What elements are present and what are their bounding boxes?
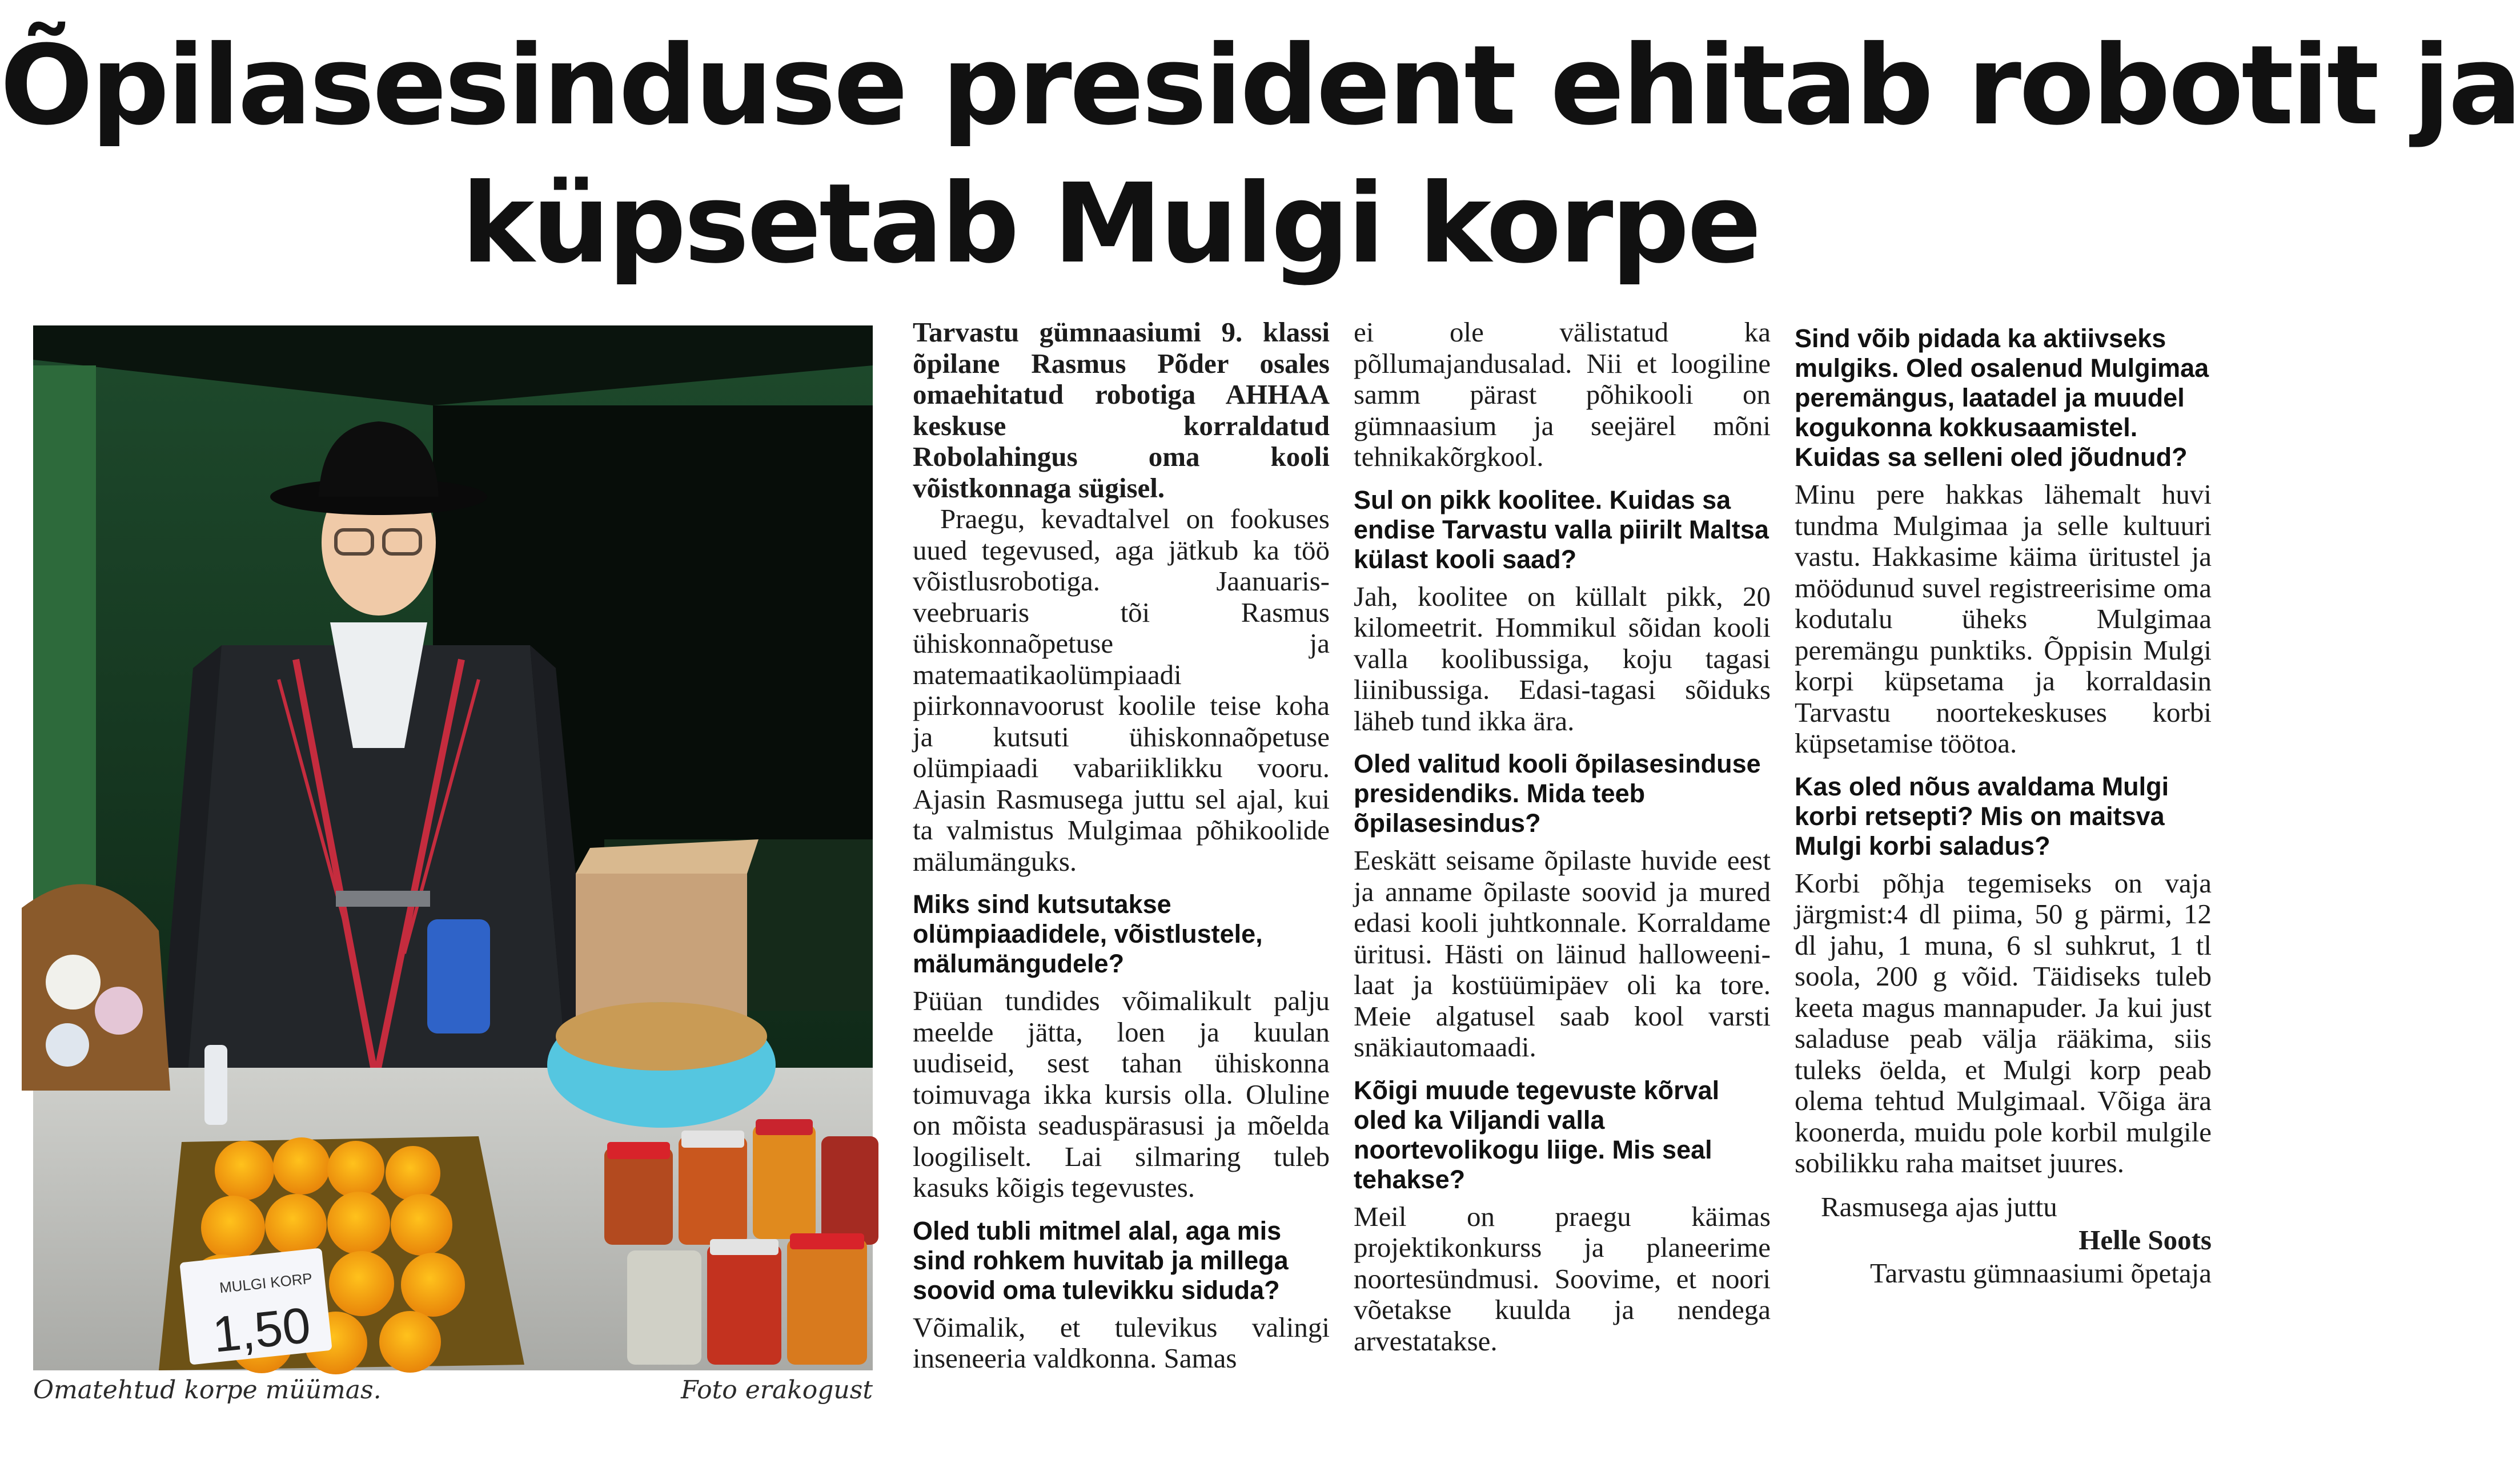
headline: [0, 17, 2520, 293]
price-sign-value: 1,50: [210, 1296, 314, 1363]
headline-line-1: Õpilasesinduse president ehitab robotit ja: [0, 22, 2520, 150]
text-column-1: [913, 317, 1330, 1413]
byline: [1795, 1191, 2212, 1290]
lead-paragraph: Tarvastu gümnaasiumi 9. klassi õpilane Rasmus Põder osales omaehitatud robotiga AHHAA keskuse korraldatud Robolahingus oma kooli võistkonnaga sügisel.: [913, 316, 1330, 504]
byline-role: Tarvastu gümnaasiumi õpetaja: [1869, 1257, 2212, 1289]
text-column-3: [1795, 317, 2212, 1413]
answer-7: Korbi põhja tegemiseks on vaja järgmist:4 dl piima, 50 g pärmi, 12 dl jahu, 1 muna, 6 sl suhkrut, 1 tl soola, 200 g võid. Täidiseks tuleb keeta magus mannapuder. Ja kui just saladuse peab välja rääkima, siis tuleks öelda, et Mulgi korp peab olema tehtud Mulgimaal. Võiga ära koonerda, muidu pole korbil mulgile sobilikku raha maitset juures.: [1795, 867, 2212, 1179]
headline-line-2: küpsetab Mulgi korpe: [461, 160, 1760, 288]
question-4: Oled valitud kooli õpilasesinduse presidendiks. Mida teeb õpilasesindus?: [1354, 749, 1761, 838]
question-5: Kõigi muude tegevuste kõrval oled ka Viljandi valla noortevolikogu liige. Mis seal tehakse?: [1354, 1075, 1720, 1194]
answer-1: Püüan tundides võimalikult palju meelde jätta, loen ja kuulan uudiseid, sest tahan ühiskonna toimuvaga ikka kursis olla. Oluline on mõista seaduspärasusi ja mõelda loogiliselt. Lai silmaring tuleb kasuks kõigis tegevustes.: [913, 985, 1330, 1203]
question-2: Oled tubli mitmel alal, aga mis sind rohkem huvitab ja millega soovid oma tulevikku siduda?: [913, 1216, 1289, 1305]
price-sign-label: MULGI KORP: [218, 1269, 314, 1297]
photo-caption-row: [33, 1370, 873, 1410]
question-7: Kas oled nõus avaldama Mulgi korbi retsepti? Mis on maitsva Mulgi korbi saladus?: [1795, 771, 2169, 860]
question-1: Miks sind kutsutakse olümpiaadidele, võistlustele, mälumängudele?: [913, 890, 1263, 978]
answer-6: Minu pere hakkas lähemalt huvi tundma Mulgimaa ja selle kultuuri vastu. Hakkasime käima üritustel ja möödunud suvel registreerisime oma kodutalu üheks Mulgimaa peremängu punktiks. Õppisin Mulgi korpi küpsetama ja korraldasin Tarvastu noortekeskuses korbi küpsetamise töötoa.: [1795, 478, 2212, 759]
photo-illustration: [33, 325, 873, 1370]
photo-credit: Foto erakogust: [681, 1376, 873, 1405]
question-6: Sind võib pidada ka aktiivseks mulgiks. Oled osalenud Mulgimaa peremängus, laatadel ja muudel kogukonna kokkusaamistel. Kuidas sa selleni oled jõudnud?: [1795, 324, 2209, 472]
answer-5: Meil on praegu käimas projektikonkurss ja planeerime noortesündmusi. Soovime, et noori võetakse kuulda ja nendega arvestatakse.: [1354, 1200, 1771, 1357]
photo-caption: Omatehtud korpe müümas.: [33, 1376, 382, 1405]
intro-paragraph: Praegu, kevadtalvel on fookuses uued tegevused, aga jätkub ka töö võistlusrobotiga. Jaanuaris-veebruaris tõi Rasmus ühiskonnaõpetuse ja matemaatikaolümpiaadi piirkonnavoorust koolile teise koha ja kutsuti ühiskonnaõpetuse olümpiaadi vabariiklikku vooru. Ajasin Rasmusega juttu sel ajal, kui ta valmistus Mulgimaa põhikoolide mälumänguks.: [913, 503, 1330, 877]
answer-3: Jah, koolitee on küllalt pikk, 20 kilomeetrit. Hommikul sõidan kooli valla koolibussiga, koju tagasi liinibussiga. Edasi-tagasi sõiduks läheb tund ikka ära.: [1354, 580, 1771, 737]
question-3: Sul on pikk koolitee. Kuidas sa endise Tarvastu valla piirilt Maltsa külast kooli saad?: [1354, 485, 1769, 574]
byline-author: Helle Soots: [2078, 1224, 2212, 1256]
text-column-2: [1354, 317, 1771, 1413]
article-photo: [33, 325, 873, 1370]
answer-4: Eeskätt seisame õpilaste huvide eest ja anname õpilaste soovid ja mured edasi kooli juhtkonnale. Korraldame üritusi. Hästi on läinud halloweeni- laat ja kostüümipäev oli ka tore. Meie algatusel saab kool varsti snäkiautomaadi.: [1354, 844, 1771, 1063]
answer-2-part-2: ei ole välistatud ka põllumajandusalad. Nii et loogiline samm pärast põhikooli on gümnaasium ja seejärel mõni tehnikakõrgkool.: [1354, 316, 1771, 472]
answer-2-part-1: Võimalik, et tulevikus valingi inseneeria valdkonna. Samas: [913, 1311, 1330, 1374]
byline-intro: Rasmusega ajas juttu: [1821, 1191, 2057, 1222]
